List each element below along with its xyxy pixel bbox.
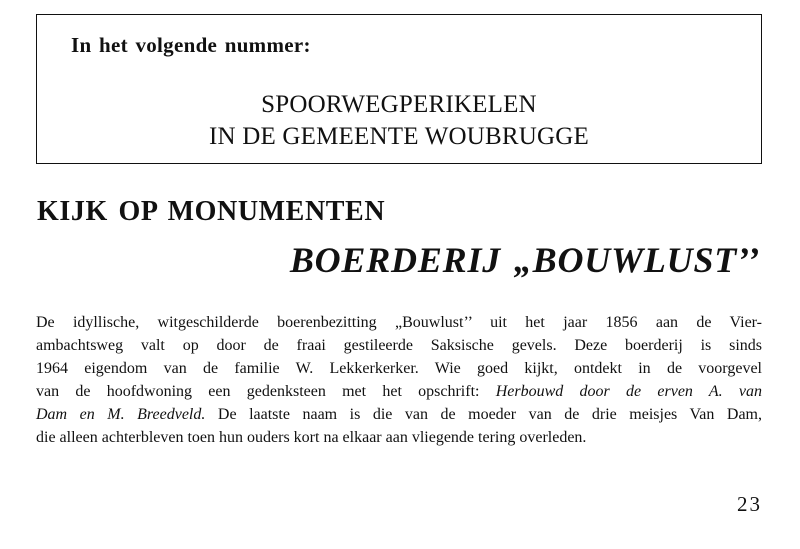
page-number: 23 bbox=[737, 492, 762, 516]
article-body bbox=[36, 311, 762, 449]
body-line-1: De idyllische, witgeschilderde boerenbezitting „Bouwlust’’ uit het jaar 1856 aan de Vier- bbox=[36, 314, 762, 331]
article-title: BOERDERIJ „BOUWLUST’’ bbox=[289, 240, 760, 280]
next-issue-notice-box bbox=[36, 14, 762, 164]
section-heading: KIJK OP MONUMENTEN bbox=[37, 196, 386, 227]
body-line-6: die alleen achterbleven toen hun ouders kort na elkaar aan vliegende tering overleden. bbox=[36, 429, 587, 446]
next-issue-title-line-1: SPOORWEGPERIKELEN bbox=[261, 91, 537, 118]
next-issue-label: In het volgende nummer: bbox=[71, 33, 311, 57]
body-line-5 bbox=[36, 403, 762, 426]
inscription-text-part-2: Dam en M. Breedveld. bbox=[36, 406, 206, 423]
inscription-text-part-1: Herbouwd door de erven A. van bbox=[495, 383, 763, 400]
next-issue-title-line-2: IN DE GEMEENTE WOUBRUGGE bbox=[209, 123, 589, 150]
body-line-5-text: De laatste naam is die van de moeder van de drie meisjes Van Dam, bbox=[205, 406, 763, 423]
body-line-3: 1964 eigendom van de familie W. Lekkerkerker. Wie goed kijkt, ontdekt in de voorgevel bbox=[36, 360, 762, 377]
body-line-4 bbox=[36, 380, 762, 403]
body-line-2: ambachtsweg valt op door de fraai gestileerde Saksische gevels. Deze boerderij is sinds bbox=[36, 337, 762, 354]
body-line-4-text: van de hoofdwoning een gedenksteen met het opschrift: bbox=[36, 383, 496, 400]
